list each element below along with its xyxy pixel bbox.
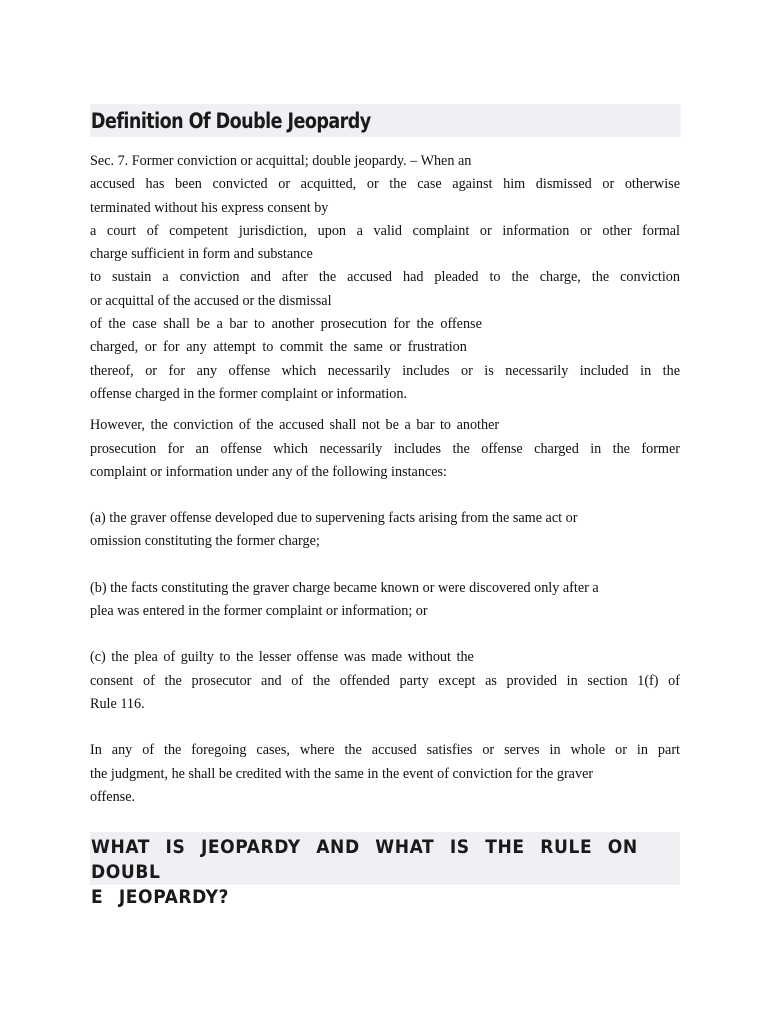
paragraph-line: charge sufficient in form and substance [90, 246, 313, 263]
heading-definition-text: Definition Of Double Jeopardy [90, 109, 371, 133]
paragraph-line: Rule 116. [90, 695, 145, 712]
paragraph-line: prosecution for an offense which necessarily includes the offense charged in the former [90, 440, 680, 457]
paragraph-line: of the case shall be a bar to another prosecution for the offense [90, 316, 482, 333]
document-page [90, 104, 680, 909]
paragraph-line: to sustain a conviction and after the accused had pleaded to the charge, the conviction [90, 269, 680, 286]
paragraph-line: or acquittal of the accused or the dismissal [90, 292, 332, 309]
paragraph-however [90, 414, 680, 484]
paragraph-line: In any of the foregoing cases, where the accused satisfies or serves in whole or in part [90, 742, 680, 759]
paragraph-line: offense. [90, 788, 136, 805]
paragraph-section-7 [90, 150, 680, 406]
heading-what-is-jeopardy [90, 832, 680, 909]
paragraph-line: offense charged in the former complaint or information. [90, 385, 408, 402]
paragraph-instance-b [90, 577, 680, 624]
paragraph-line: consent of the prosecutor and of the offended party except as provided in section 1(f) of [90, 672, 680, 689]
paragraph-line: (c) the plea of guilty to the lesser offense was made without the [90, 649, 474, 666]
paragraph-line: Sec. 7. Former conviction or acquittal; double jeopardy. – When an [90, 153, 472, 169]
heading-definition [90, 104, 681, 137]
paragraph-foregoing-cases [90, 739, 680, 809]
heading-line: E JEOPARDY? [91, 886, 230, 909]
paragraph-line: the judgment, he shall be credited with the same in the event of conviction for the graver [90, 765, 594, 782]
paragraph-line: (a) the graver offense developed due to supervening facts arising from the same act or [90, 510, 578, 527]
paragraph-line: (b) the facts constituting the graver charge became known or were discovered only after a [90, 579, 599, 596]
paragraph-line: accused has been convicted or acquitted, or the case against him dismissed or otherwise [90, 176, 680, 193]
paragraph-line: However, the conviction of the accused shall not be a bar to another [90, 417, 500, 434]
paragraph-line: plea was entered in the former complaint or information; or [90, 603, 428, 620]
paragraph-instance-c [90, 646, 680, 716]
paragraph-line: thereof, or for any offense which necessarily includes or is necessarily included in the [90, 362, 680, 379]
paragraph-instance-a [90, 507, 680, 554]
paragraph-line: terminated without his express consent by [90, 199, 329, 216]
paragraph-line: omission constituting the former charge; [90, 533, 320, 550]
heading-line: WHAT IS JEOPARDY AND WHAT IS THE RULE ON DOUBL [91, 836, 638, 884]
paragraph-line: complaint or information under any of the following instances: [90, 463, 447, 480]
paragraph-line: a court of competent jurisdiction, upon a valid complaint or information or other formal [90, 222, 680, 239]
paragraph-line: charged, or for any attempt to commit the same or frustration [90, 339, 467, 356]
